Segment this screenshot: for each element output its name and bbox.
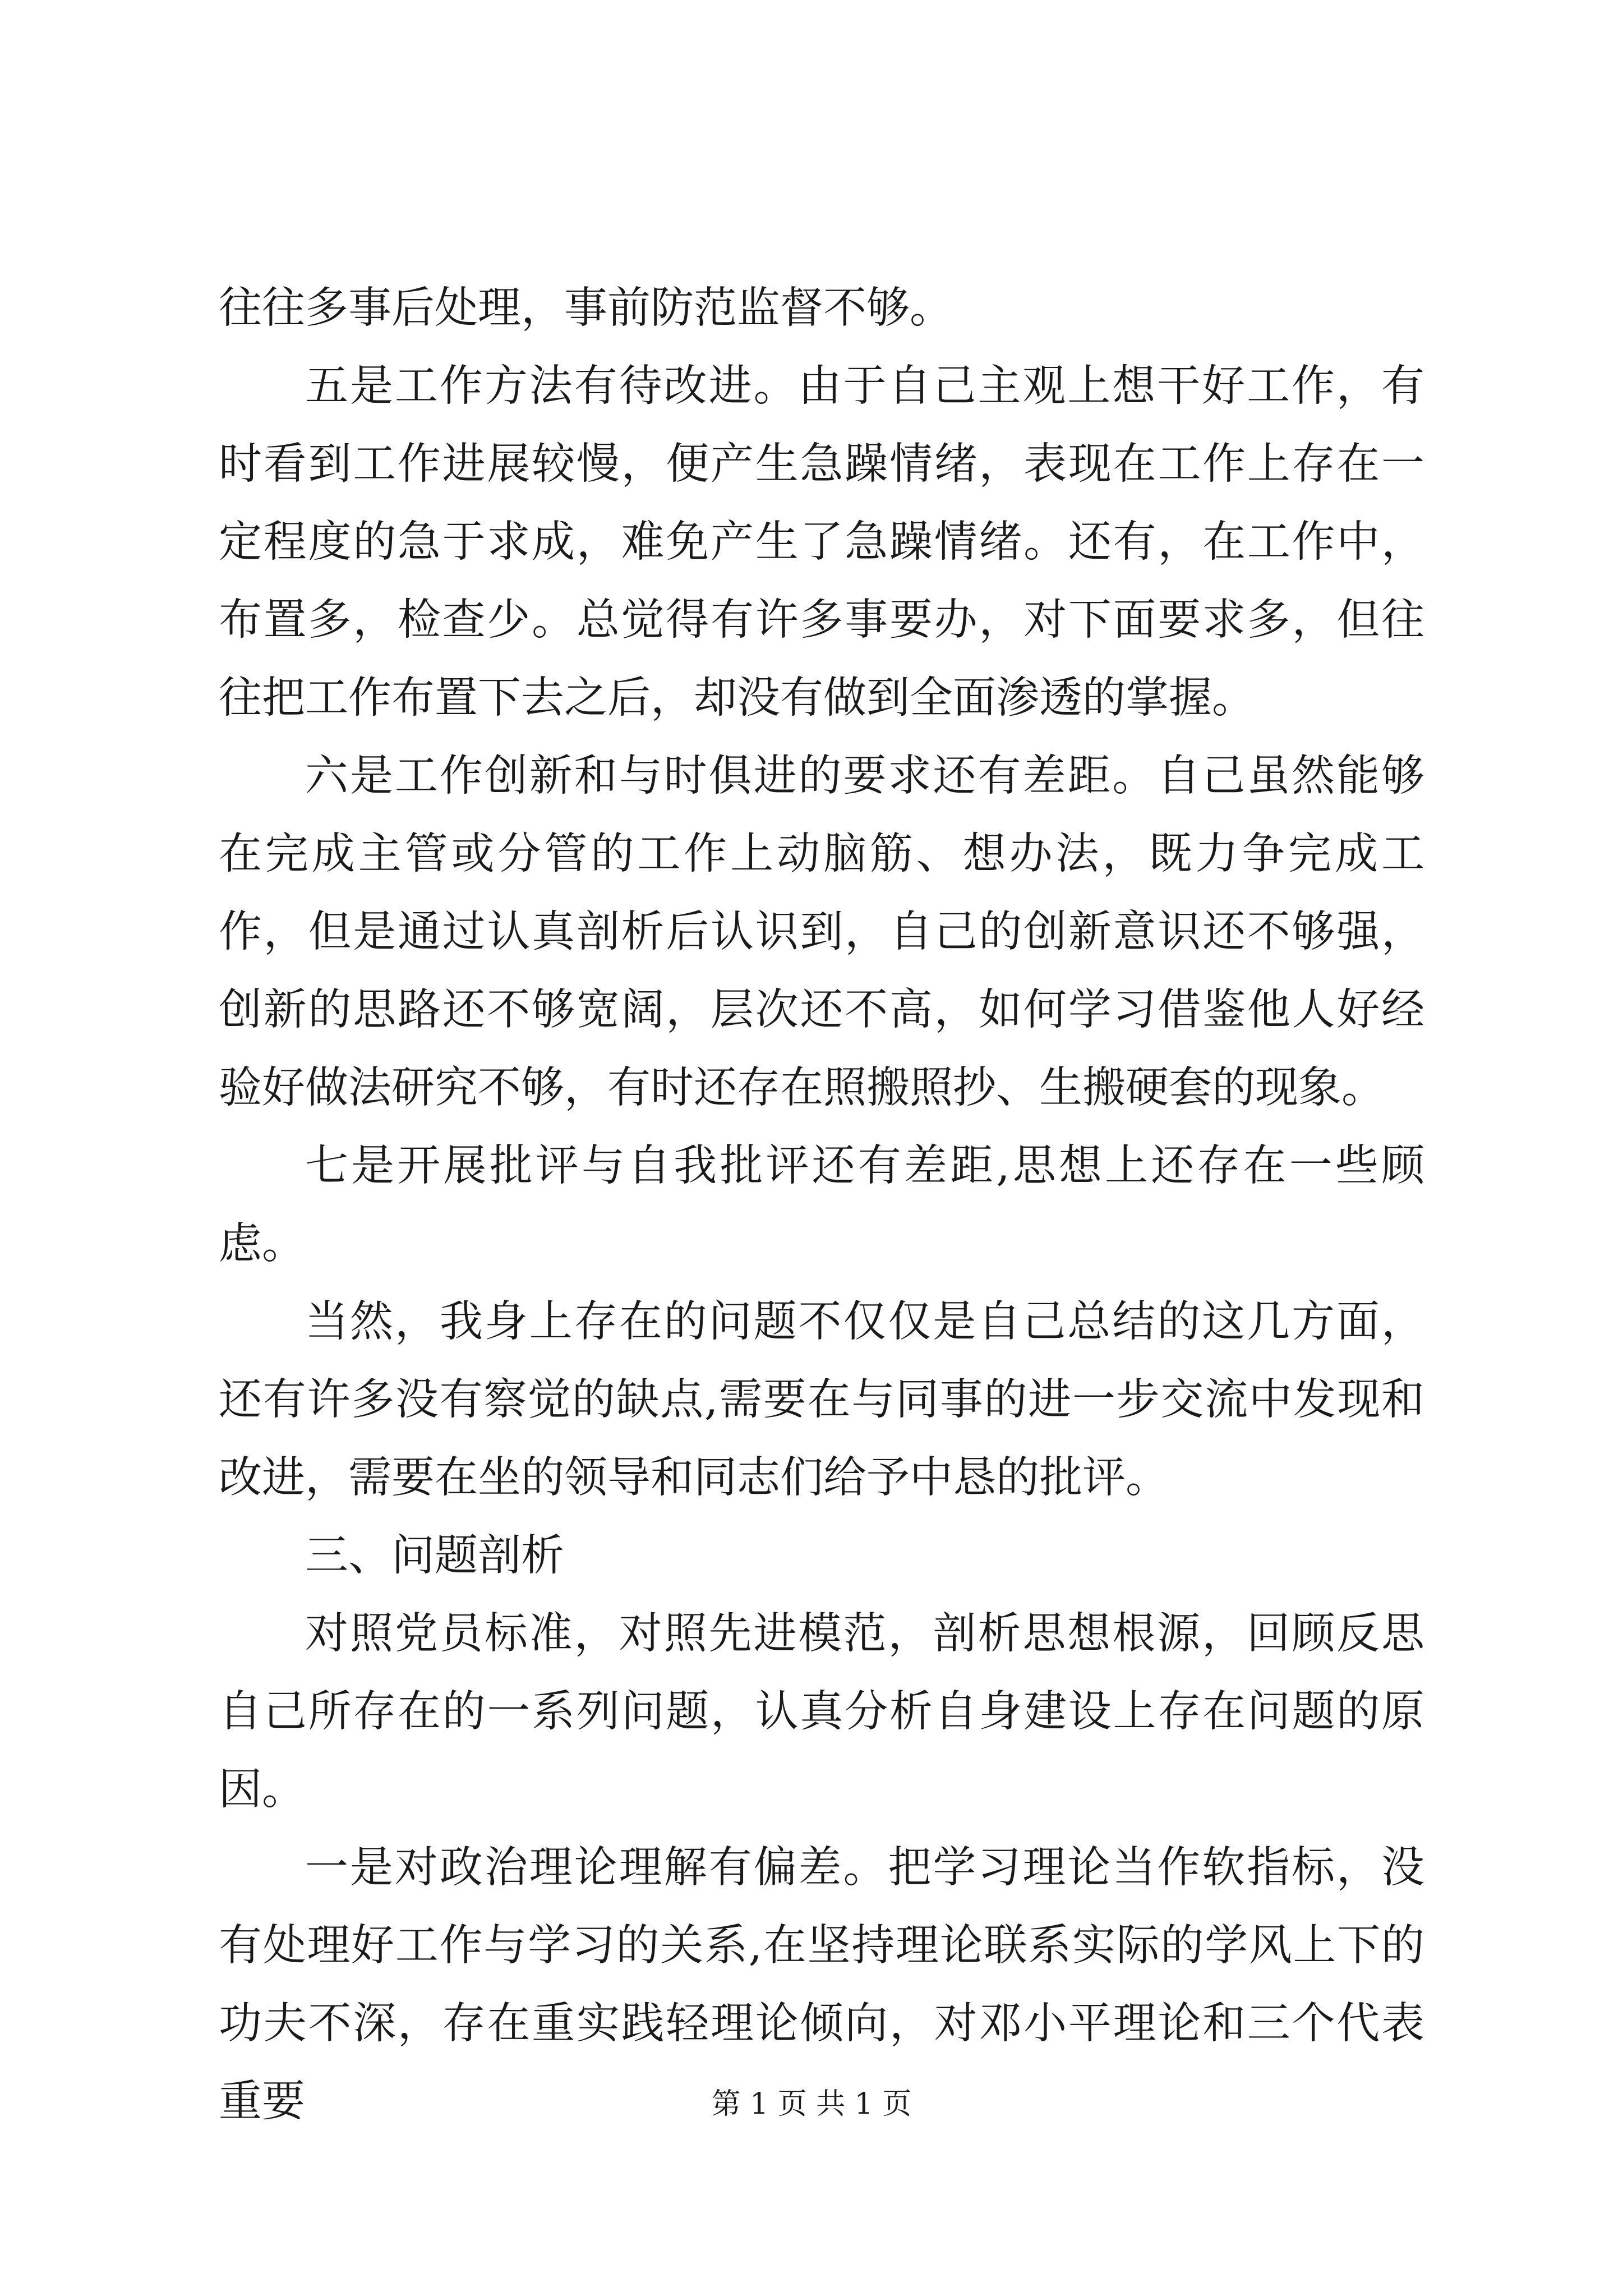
paragraph-7: 对照党员标准，对照先进模范，剖析思想根源，回顾反思自己所存在的一系列问题，认真分析自身建设上存在问题的原因。 xyxy=(219,1609,1424,1815)
page-footer: 第 1 页 共 1 页 xyxy=(711,2087,912,2121)
paragraph-1: 往往多事后处理，事前防范监督不够。 xyxy=(219,283,953,333)
paragraph-8: 一是对政治理论理解有偏差。把学习理论当作软指标，没有处理好工作与学习的关系,在坚持理论联系实际的学风上下的功夫不深，存在重实践轻理论倾向，对邓小平理论和三个代表重要 xyxy=(219,1843,1424,2127)
body-text xyxy=(219,269,1424,2141)
paragraph-2: 五是工作方法有待改进。由于自己主观上想干好工作，有时看到工作进展较慢，便产生急躁情绪，表现在工作上存在一定程度的急于求成，难免产生了急躁情绪。还有，在工作中，布置多，检查少。总觉得有许多事要办，对下面要求多，但往往把工作布置下去之后，却没有做到全面渗透的掌握。 xyxy=(219,361,1424,723)
section-heading: 三、问题剖析 xyxy=(305,1531,564,1581)
paragraph-4: 七是开展批评与自我批评还有差距,思想上还存在一些顾虑。 xyxy=(219,1141,1424,1269)
paragraph-5: 当然，我身上存在的问题不仅仅是自己总结的这几方面，还有许多没有察觉的缺点,需要在与同事的进一步交流中发现和改进，需要在坐的领导和同志们给予中恳的批评。 xyxy=(219,1297,1424,1503)
paragraph-3: 六是工作创新和与时俱进的要求还有差距。自己虽然能够在完成主管或分管的工作上动脑筋、想办法，既力争完成工作，但是通过认真剖析后认识到，自己的创新意识还不够强，创新的思路还不够宽阔，层次还不高，如何学习借鉴他人好经验好做法研究不够，有时还存在照搬照抄、生搬硬套的现象。 xyxy=(219,751,1424,1113)
